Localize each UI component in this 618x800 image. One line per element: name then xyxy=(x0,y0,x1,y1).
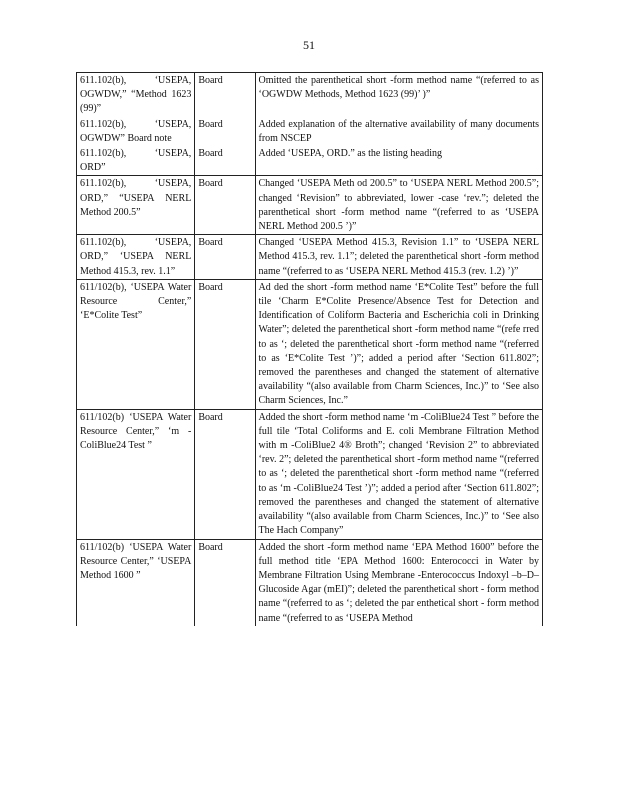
table-row xyxy=(77,235,543,280)
table-row xyxy=(77,539,543,626)
table-row xyxy=(77,409,543,539)
description-cell: Omitted the parenthetical short -form method name “(referred to as ‘OGWDW Methods, Method 1623 (99)’ )” xyxy=(255,73,543,117)
section-cell: 611.102(b), ‘USEPA, ORD,” ‘USEPA NERL Method 415.3, rev. 1.1” xyxy=(77,235,195,280)
description-cell: Added the short -form method name ‘EPA Method 1600” before the full method title ‘EPA Method 1600: Enterococci in Water by Membrane Filtration Using Membrane -Enterococcus Indoxyl –b–D–Glucoside Agar (mEI)”; deleted the parenthetical short - form method name “(referred to as ‘; deleted the par enthetical short - form method name “(referred to as ‘USEPA Method xyxy=(255,539,543,626)
page-number: 51 xyxy=(303,38,315,52)
description-cell: Added the short -form method name ‘m -ColiBlue24 Test ” before the full tile ‘Total Coliforms and E. coli Membrane Filtration Method with m -ColiBlue2 4® Broth”; changed ‘Revision 2” to abbreviated ‘rev. 2”; deleted the parenthetical short -form method name “(referred to as ‘; deleted the parenthetical short -form method name “(referred to as ‘m -ColiBlue24 Test ’)”; added a period after ‘Section 611.802”; removed the parentheses and changed the statement of alternative availability “(also available from Charm Sciences, Inc.)” to ‘See also The Hach Company” xyxy=(255,409,543,539)
table-row xyxy=(77,279,543,409)
source-cell: Board xyxy=(195,146,255,176)
section-cell: 611/102(b), ‘USEPA Water Resource Center,” ‘E*Colite Test” xyxy=(77,279,195,409)
section-cell: 611.102(b), ‘USEPA, OGWDW” Board note xyxy=(77,117,195,146)
source-cell: Board xyxy=(195,539,255,626)
section-cell: 611/102(b) ‘USEPA Water Resource Center,” ‘USEPA Method 1600 ” xyxy=(77,539,195,626)
section-cell: 611.102(b), ‘USEPA, OGWDW,” “Method 1623 (99)” xyxy=(77,73,195,117)
section-cell: 611.102(b), ‘USEPA, ORD” xyxy=(77,146,195,176)
table-row xyxy=(77,146,543,176)
description-cell: Added explanation of the alternative availability of many documents from NSCEP xyxy=(255,117,543,146)
source-cell: Board xyxy=(195,235,255,280)
source-cell: Board xyxy=(195,73,255,117)
description-cell: Ad ded the short -form method name ‘E*Colite Test” before the full tile ‘Charm E*Colite Presence/Absence Test for Detection and Identification of Coliform Bacteria and Escherichia coli in Drinking Water”; deleted the parenthetical short -form method name “(refe rred to as ‘; deleted the parenthetical short -form method name “(referred to as ‘E*Colite Test ’)”; added a period after ‘Section 611.802”; removed the parentheses and changed the statement of alternative availability “(also available from Charm Sciences, Inc.)” to ‘See also Charm Sciences, Inc.” xyxy=(255,279,543,409)
description-cell: Changed ‘USEPA Meth od 200.5” to ‘USEPA NERL Method 200.5”; changed ‘Revision” to abbreviated, lower -case ‘rev.”; deleted the parenthetical short -form method name “(referred to as ‘USEPA NERL Method 200.5 ’)” xyxy=(255,176,543,235)
source-cell: Board xyxy=(195,176,255,235)
description-cell: Added ‘USEPA, ORD.” as the listing heading xyxy=(255,146,543,176)
table-row xyxy=(77,117,543,146)
description-cell: Changed ‘USEPA Method 415.3, Revision 1.1” to ‘USEPA NERL Method 415.3, rev. 1.1”; deleted the parenthetical short -form method name “(referred to as ‘USEPA NERL Method 415.3 (rev. 1.2) ’)” xyxy=(255,235,543,280)
source-cell: Board xyxy=(195,117,255,146)
source-cell: Board xyxy=(195,409,255,539)
changes-table xyxy=(76,72,543,626)
table-row xyxy=(77,73,543,117)
source-cell: Board xyxy=(195,279,255,409)
section-cell: 611.102(b), ‘USEPA, ORD,” “USEPA NERL Method 200.5” xyxy=(77,176,195,235)
table-row xyxy=(77,176,543,235)
section-cell: 611/102(b) ‘USEPA Water Resource Center,” ‘m -ColiBlue24 Test ” xyxy=(77,409,195,539)
